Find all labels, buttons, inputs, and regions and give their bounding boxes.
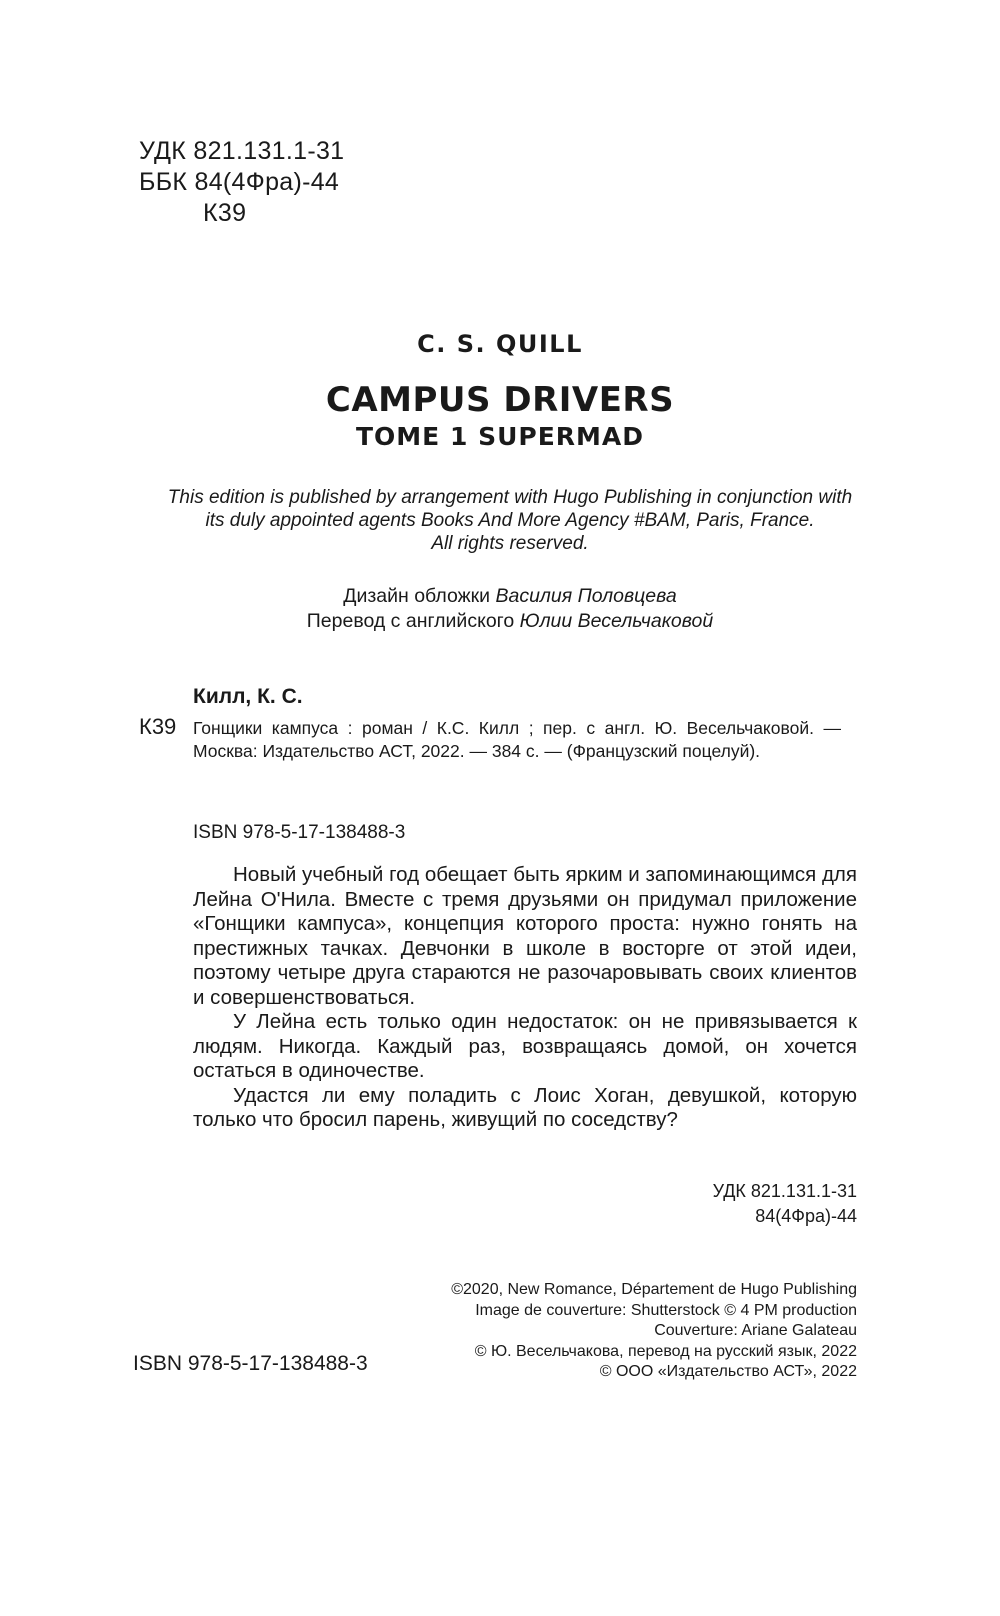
annotation-paragraph: У Лейна есть только один недостаток: он не привязывается к людям. Никогда. Каждый раз, возвращаясь домой, он хочется остаться в одиночестве. [193,1010,857,1082]
translation-label: Перевод с английского [306,610,515,632]
copyright-line: © ООО «Издательство АСТ», 2022 [599,1363,857,1380]
book-title-en: CAMPUS DRIVERS [325,380,675,420]
annotation-paragraph: Удастся ли ему поладить с Лоис Хоган, девушкой, которую только что бросил парень, живущий по соседству? [193,1083,857,1131]
isbn: ISBN 978-5-17-138488-3 [193,822,406,843]
book-subtitle-en: TOME 1 SUPERMAD [356,422,644,451]
bibliographic-description: Гонщики кампуса : роман / К.С. Килл ; пер. с англ. Ю. Весельчаковой. — Москва: Издательство АСТ, 2022. — 384 с. — (Французский поцелуй). [193,718,841,761]
bbk-code: ББК 84(4Фра)-44 [139,168,340,196]
cover-design-credit [120,584,900,609]
copyright-line: ©2020, New Romance, Département de Hugo Publishing [451,1281,857,1298]
annotation-paragraph: Новый учебный год обещает быть ярким и запоминающимся для Лейна О'Нила. Вместе с тремя друзьями он придумал приложение «Гонщики кампуса», концепция которого проста: нужно гонять на престижных тачках. Девчонки в школе в восторге от этой идеи, поэтому четыре друга стараются не разочаровывать своих клиентов и совершенствоваться. [193,863,857,1009]
classification-codes [139,136,344,229]
credits [120,584,900,634]
footer-isbn: ISBN 978-5-17-138488-3 [133,1352,368,1375]
rights-line: This edition is published by arrangement with Hugo Publishing in conjunction with [167,487,853,508]
footer-bbk: 84(4Фра)-44 [755,1206,857,1226]
catalog-author: Килл, К. С. [193,685,303,708]
author-name-en: C. S. QUILL [417,330,583,358]
rights-notice [120,486,900,555]
copyright-line: © Ю. Весельчакова, перевод на русский язык, 2022 [474,1342,857,1360]
cover-design-label: Дизайн обложки [343,585,491,607]
udk-code: УДК 821.131.1-31 [139,137,345,165]
translator-name: Юлии Весельчаковой [519,610,714,632]
copyright-line: Couverture: Ariane Galateau [654,1322,857,1339]
rights-line: All rights reserved. [431,533,589,554]
annotation [193,863,857,1133]
copyright-block [451,1280,857,1383]
copyright-line: Image de couverture: Shutterstock © 4 PM production [475,1301,857,1319]
author-sign: К39 [203,199,247,227]
rights-line: its duly appointed agents Books And More Agency #BAM, Paris, France. [205,510,815,531]
footer-codes [713,1179,857,1229]
cover-designer-name: Василия Половцева [495,585,677,607]
footer-udk: УДК 821.131.1-31 [712,1181,857,1201]
catalog-author-sign: К39 [139,714,177,739]
translation-credit [120,609,900,634]
